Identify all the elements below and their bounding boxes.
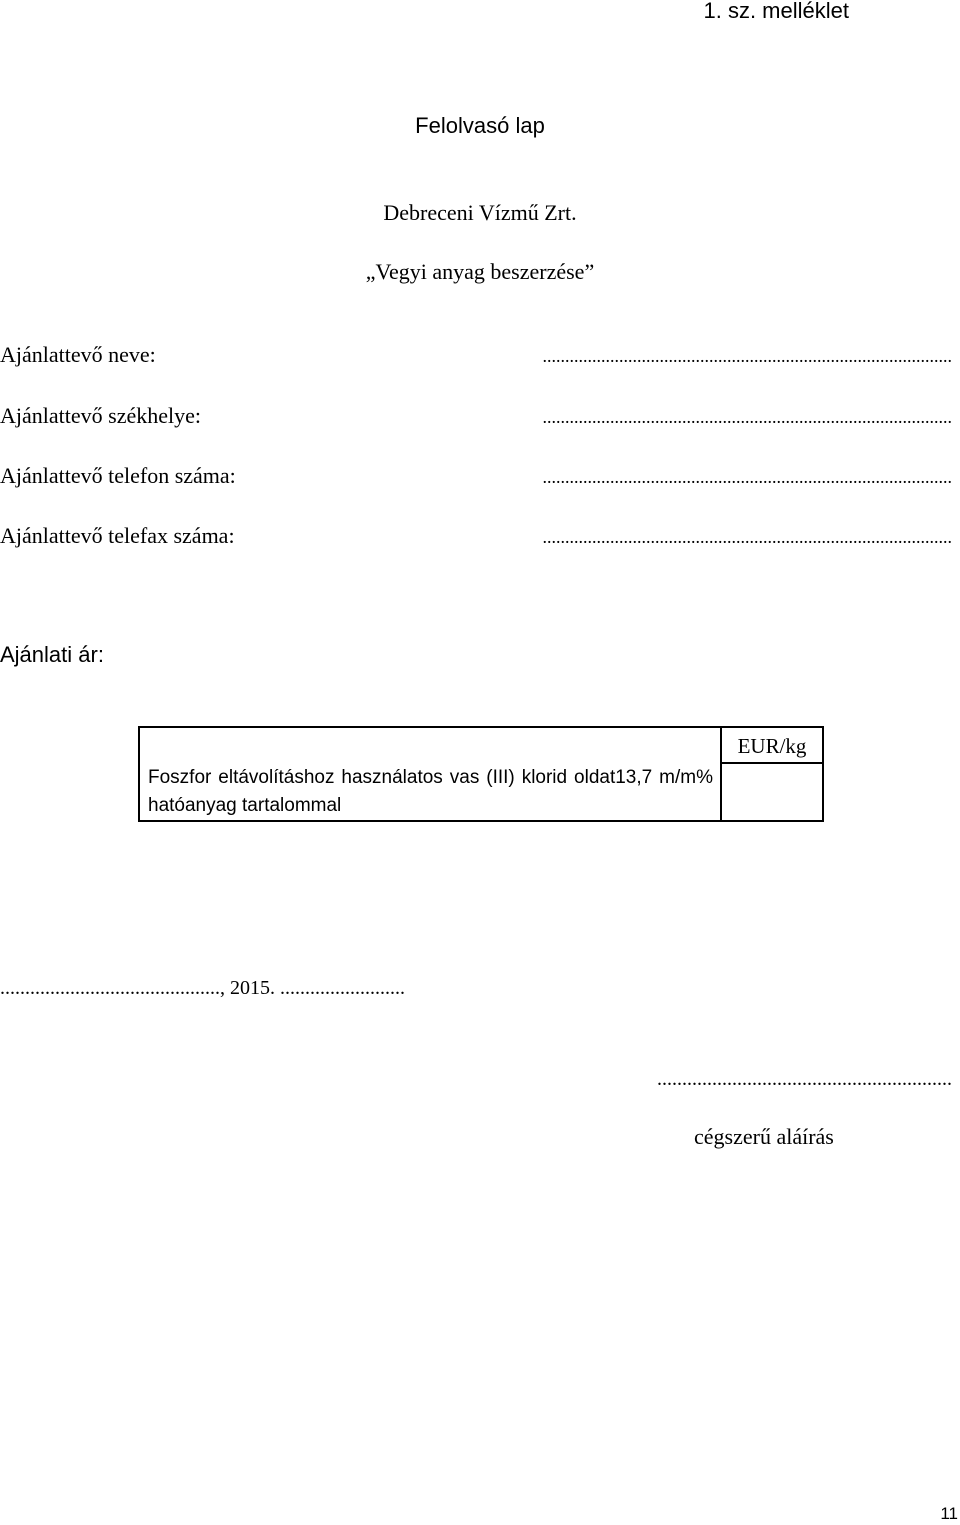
- price-table: [138, 726, 824, 822]
- price-label: Ajánlati ár:: [0, 642, 104, 667]
- item-description: Foszfor eltávolításhoz használatos vas (III) klorid oldat13,7 m/m% hatóanyag tartalommal: [148, 767, 713, 816]
- unit-label: EUR/kg: [722, 728, 822, 764]
- bidder-name-field[interactable]: ...........................................................................................: [542, 346, 952, 366]
- signature-label: cégszerű aláírás: [694, 1124, 834, 1149]
- bidder-name-label: Ajánlattevő neve:: [0, 342, 156, 367]
- signature-line[interactable]: ...........................................................: [657, 1068, 952, 1090]
- bidder-fax-label: Ajánlattevő telefax száma:: [0, 523, 235, 548]
- bidder-address-field[interactable]: ...........................................................................................: [542, 407, 952, 427]
- place-date-line[interactable]: ............................................, 2015. .........................: [0, 977, 405, 999]
- procurement-subject: „Vegyi anyag beszerzése”: [365, 259, 595, 284]
- bidder-fax-field[interactable]: ...........................................................................................: [542, 527, 952, 547]
- item-description-cell: [139, 727, 721, 821]
- page-title: Felolvasó lap: [415, 113, 545, 138]
- annex-label: 1. sz. melléklet: [703, 0, 849, 23]
- bidder-phone-label: Ajánlattevő telefon száma:: [0, 463, 236, 488]
- table-row: [139, 727, 823, 821]
- bidder-address-label: Ajánlattevő székhelye:: [0, 403, 201, 428]
- organization-name: Debreceni Vízmű Zrt.: [383, 200, 577, 225]
- price-value-cell[interactable]: [721, 727, 823, 821]
- page-number: 11: [940, 1504, 958, 1523]
- bidder-phone-field[interactable]: ...........................................................................................: [542, 467, 952, 487]
